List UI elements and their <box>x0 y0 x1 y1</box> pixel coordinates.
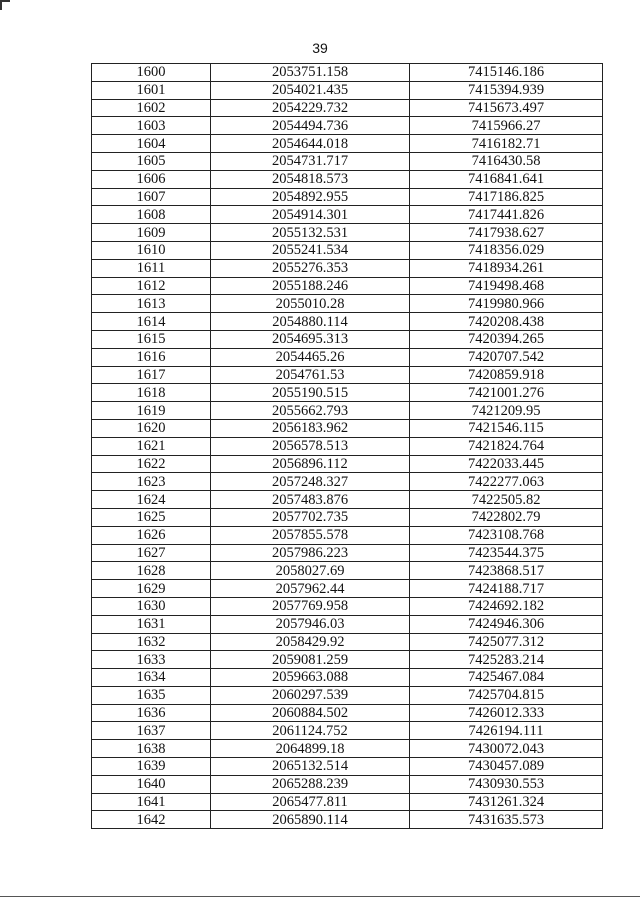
x-coordinate-cell: 2055241.534 <box>211 241 410 259</box>
table-row <box>92 722 603 740</box>
table-row <box>92 437 603 455</box>
table-row <box>92 491 603 509</box>
point-number-cell: 1623 <box>92 473 211 491</box>
x-coordinate-cell: 2055190.515 <box>211 384 410 402</box>
x-coordinate-cell: 2059081.259 <box>211 651 410 669</box>
x-coordinate-cell: 2065477.811 <box>211 793 410 811</box>
point-number-cell: 1625 <box>92 508 211 526</box>
page-number: 39 <box>312 40 328 56</box>
point-number-cell: 1600 <box>92 64 211 82</box>
point-number-cell: 1605 <box>92 152 211 170</box>
y-coordinate-cell: 7416430.58 <box>410 152 603 170</box>
table-row <box>92 669 603 687</box>
table-row <box>92 152 603 170</box>
x-coordinate-cell: 2054695.313 <box>211 330 410 348</box>
table-row <box>92 313 603 331</box>
y-coordinate-cell: 7425467.084 <box>410 669 603 687</box>
y-coordinate-cell: 7424188.717 <box>410 580 603 598</box>
y-coordinate-cell: 7420208.438 <box>410 313 603 331</box>
table-row <box>92 526 603 544</box>
table-row <box>92 206 603 224</box>
table-row <box>92 188 603 206</box>
x-coordinate-cell: 2054644.018 <box>211 135 410 153</box>
y-coordinate-cell: 7425283.214 <box>410 651 603 669</box>
x-coordinate-cell: 2061124.752 <box>211 722 410 740</box>
x-coordinate-cell: 2065132.514 <box>211 758 410 776</box>
x-coordinate-cell: 2060884.502 <box>211 704 410 722</box>
y-coordinate-cell: 7421824.764 <box>410 437 603 455</box>
table-row <box>92 259 603 277</box>
x-coordinate-cell: 2057986.223 <box>211 544 410 562</box>
point-number-cell: 1618 <box>92 384 211 402</box>
point-number-cell: 1641 <box>92 793 211 811</box>
x-coordinate-cell: 2055188.246 <box>211 277 410 295</box>
table-row <box>92 811 603 829</box>
table-row <box>92 135 603 153</box>
table-row <box>92 580 603 598</box>
y-coordinate-cell: 7418934.261 <box>410 259 603 277</box>
x-coordinate-cell: 2055662.793 <box>211 402 410 420</box>
y-coordinate-cell: 7417186.825 <box>410 188 603 206</box>
y-coordinate-cell: 7420394.265 <box>410 330 603 348</box>
table-row <box>92 508 603 526</box>
table-row <box>92 117 603 135</box>
table-row <box>92 793 603 811</box>
table-row <box>92 81 603 99</box>
point-number-cell: 1614 <box>92 313 211 331</box>
coordinates-table <box>91 63 603 829</box>
y-coordinate-cell: 7422505.82 <box>410 491 603 509</box>
x-coordinate-cell: 2057769.958 <box>211 597 410 615</box>
y-coordinate-cell: 7417938.627 <box>410 224 603 242</box>
x-coordinate-cell: 2064899.18 <box>211 740 410 758</box>
y-coordinate-cell: 7416182.71 <box>410 135 603 153</box>
table-row <box>92 455 603 473</box>
table-row <box>92 64 603 82</box>
point-number-cell: 1610 <box>92 241 211 259</box>
x-coordinate-cell: 2056578.513 <box>211 437 410 455</box>
point-number-cell: 1615 <box>92 330 211 348</box>
y-coordinate-cell: 7420859.918 <box>410 366 603 384</box>
y-coordinate-cell: 7418356.029 <box>410 241 603 259</box>
x-coordinate-cell: 2054892.955 <box>211 188 410 206</box>
x-coordinate-cell: 2059663.088 <box>211 669 410 687</box>
point-number-cell: 1633 <box>92 651 211 669</box>
x-coordinate-cell: 2054494.736 <box>211 117 410 135</box>
y-coordinate-cell: 7422277.063 <box>410 473 603 491</box>
x-coordinate-cell: 2054818.573 <box>211 170 410 188</box>
table-row <box>92 651 603 669</box>
x-coordinate-cell: 2054880.114 <box>211 313 410 331</box>
x-coordinate-cell: 2054465.26 <box>211 348 410 366</box>
point-number-cell: 1640 <box>92 775 211 793</box>
x-coordinate-cell: 2054731.717 <box>211 152 410 170</box>
x-coordinate-cell: 2053751.158 <box>211 64 410 82</box>
point-number-cell: 1627 <box>92 544 211 562</box>
y-coordinate-cell: 7430072.043 <box>410 740 603 758</box>
point-number-cell: 1611 <box>92 259 211 277</box>
point-number-cell: 1601 <box>92 81 211 99</box>
table-row <box>92 419 603 437</box>
y-coordinate-cell: 7431261.324 <box>410 793 603 811</box>
table-row <box>92 295 603 313</box>
table-row <box>92 597 603 615</box>
point-number-cell: 1637 <box>92 722 211 740</box>
point-number-cell: 1622 <box>92 455 211 473</box>
x-coordinate-cell: 2058027.69 <box>211 562 410 580</box>
table-row <box>92 704 603 722</box>
x-coordinate-cell: 2057962.44 <box>211 580 410 598</box>
table-row <box>92 241 603 259</box>
table-row <box>92 366 603 384</box>
table-row <box>92 562 603 580</box>
y-coordinate-cell: 7423544.375 <box>410 544 603 562</box>
point-number-cell: 1636 <box>92 704 211 722</box>
point-number-cell: 1629 <box>92 580 211 598</box>
point-number-cell: 1619 <box>92 402 211 420</box>
table-row <box>92 740 603 758</box>
x-coordinate-cell: 2056896.112 <box>211 455 410 473</box>
point-number-cell: 1632 <box>92 633 211 651</box>
y-coordinate-cell: 7423868.517 <box>410 562 603 580</box>
y-coordinate-cell: 7421001.276 <box>410 384 603 402</box>
table-row <box>92 633 603 651</box>
point-number-cell: 1630 <box>92 597 211 615</box>
table-row <box>92 615 603 633</box>
point-number-cell: 1634 <box>92 669 211 687</box>
x-coordinate-cell: 2057702.735 <box>211 508 410 526</box>
point-number-cell: 1607 <box>92 188 211 206</box>
table-body <box>92 64 603 829</box>
point-number-cell: 1638 <box>92 740 211 758</box>
page-corner-mark <box>0 0 10 10</box>
y-coordinate-cell: 7415673.497 <box>410 99 603 117</box>
point-number-cell: 1608 <box>92 206 211 224</box>
x-coordinate-cell: 2056183.962 <box>211 419 410 437</box>
y-coordinate-cell: 7424946.306 <box>410 615 603 633</box>
point-number-cell: 1631 <box>92 615 211 633</box>
table-row <box>92 330 603 348</box>
y-coordinate-cell: 7421209.95 <box>410 402 603 420</box>
y-coordinate-cell: 7420707.542 <box>410 348 603 366</box>
table-row <box>92 686 603 704</box>
table-row <box>92 224 603 242</box>
point-number-cell: 1606 <box>92 170 211 188</box>
point-number-cell: 1620 <box>92 419 211 437</box>
y-coordinate-cell: 7422802.79 <box>410 508 603 526</box>
x-coordinate-cell: 2055276.353 <box>211 259 410 277</box>
point-number-cell: 1613 <box>92 295 211 313</box>
y-coordinate-cell: 7426012.333 <box>410 704 603 722</box>
bottom-rule <box>0 896 640 897</box>
table-row <box>92 758 603 776</box>
point-number-cell: 1616 <box>92 348 211 366</box>
x-coordinate-cell: 2054914.301 <box>211 206 410 224</box>
point-number-cell: 1624 <box>92 491 211 509</box>
point-number-cell: 1604 <box>92 135 211 153</box>
y-coordinate-cell: 7425704.815 <box>410 686 603 704</box>
point-number-cell: 1626 <box>92 526 211 544</box>
table-row <box>92 544 603 562</box>
y-coordinate-cell: 7422033.445 <box>410 455 603 473</box>
x-coordinate-cell: 2060297.539 <box>211 686 410 704</box>
x-coordinate-cell: 2057855.578 <box>211 526 410 544</box>
table-row <box>92 775 603 793</box>
x-coordinate-cell: 2057946.03 <box>211 615 410 633</box>
y-coordinate-cell: 7417441.826 <box>410 206 603 224</box>
table-row <box>92 473 603 491</box>
point-number-cell: 1639 <box>92 758 211 776</box>
x-coordinate-cell: 2055132.531 <box>211 224 410 242</box>
y-coordinate-cell: 7416841.641 <box>410 170 603 188</box>
y-coordinate-cell: 7424692.182 <box>410 597 603 615</box>
table-row <box>92 348 603 366</box>
point-number-cell: 1642 <box>92 811 211 829</box>
y-coordinate-cell: 7415966.27 <box>410 117 603 135</box>
y-coordinate-cell: 7415394.939 <box>410 81 603 99</box>
y-coordinate-cell: 7423108.768 <box>410 526 603 544</box>
y-coordinate-cell: 7430457.089 <box>410 758 603 776</box>
y-coordinate-cell: 7426194.111 <box>410 722 603 740</box>
point-number-cell: 1609 <box>92 224 211 242</box>
table-row <box>92 170 603 188</box>
x-coordinate-cell: 2065890.114 <box>211 811 410 829</box>
x-coordinate-cell: 2057483.876 <box>211 491 410 509</box>
point-number-cell: 1617 <box>92 366 211 384</box>
table-row <box>92 277 603 295</box>
table-row <box>92 402 603 420</box>
x-coordinate-cell: 2054229.732 <box>211 99 410 117</box>
table-row <box>92 99 603 117</box>
y-coordinate-cell: 7431635.573 <box>410 811 603 829</box>
x-coordinate-cell: 2057248.327 <box>211 473 410 491</box>
y-coordinate-cell: 7419980.966 <box>410 295 603 313</box>
coordinates-table-container <box>91 63 601 829</box>
point-number-cell: 1621 <box>92 437 211 455</box>
y-coordinate-cell: 7425077.312 <box>410 633 603 651</box>
x-coordinate-cell: 2055010.28 <box>211 295 410 313</box>
y-coordinate-cell: 7415146.186 <box>410 64 603 82</box>
x-coordinate-cell: 2065288.239 <box>211 775 410 793</box>
point-number-cell: 1612 <box>92 277 211 295</box>
x-coordinate-cell: 2058429.92 <box>211 633 410 651</box>
point-number-cell: 1635 <box>92 686 211 704</box>
y-coordinate-cell: 7430930.553 <box>410 775 603 793</box>
table-row <box>92 384 603 402</box>
x-coordinate-cell: 2054761.53 <box>211 366 410 384</box>
y-coordinate-cell: 7419498.468 <box>410 277 603 295</box>
point-number-cell: 1628 <box>92 562 211 580</box>
x-coordinate-cell: 2054021.435 <box>211 81 410 99</box>
point-number-cell: 1603 <box>92 117 211 135</box>
y-coordinate-cell: 7421546.115 <box>410 419 603 437</box>
point-number-cell: 1602 <box>92 99 211 117</box>
